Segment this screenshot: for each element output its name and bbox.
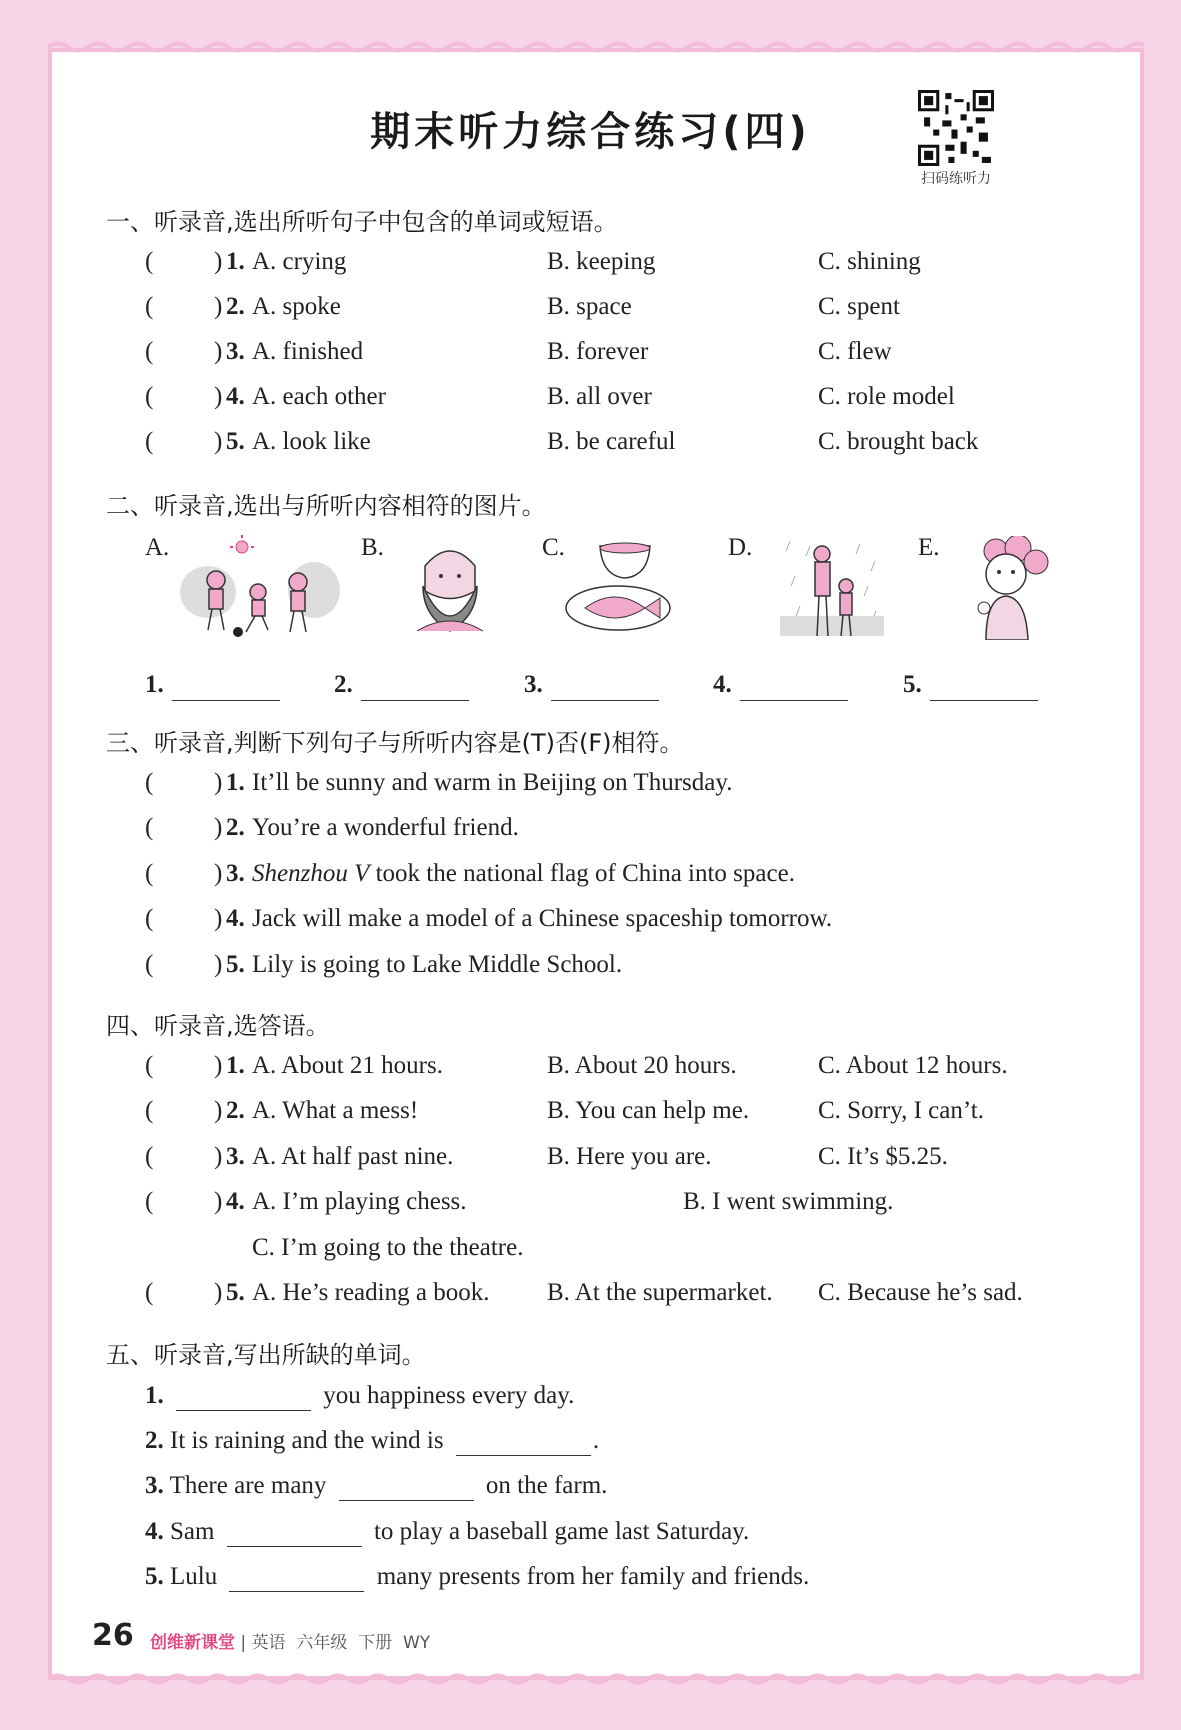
kids-playing-football-picture <box>176 532 341 640</box>
item-number: 5. <box>226 428 245 455</box>
sentence-before: Sam <box>170 1518 215 1545</box>
statement-text: Lily is going to Lake Middle School. <box>252 951 623 978</box>
fill-blank-sentence <box>145 1472 607 1501</box>
footer-info <box>150 1628 430 1653</box>
option-a: A. I’m playing chess. <box>252 1188 467 1215</box>
section-5-heading: 五、听录音,写出所缺的单词。 <box>106 1341 426 1369</box>
answer-paren-open: ( <box>145 248 154 275</box>
statement-text: It’ll be sunny and warm in Beijing on Thursday. <box>252 769 733 796</box>
answer-paren-open: ( <box>145 1097 154 1124</box>
picture-label-e: E. <box>918 534 940 561</box>
top-wave-border <box>48 40 1144 54</box>
answer-paren-open: ( <box>145 1188 154 1215</box>
answer-paren-open: ( <box>145 905 154 932</box>
bottom-wave-border <box>48 1672 1144 1686</box>
answer-paren-close: ) <box>214 814 223 841</box>
answer-paren-close: ) <box>214 860 223 887</box>
item-number: 3. <box>226 338 245 365</box>
answer-paren-close: ) <box>214 1279 223 1306</box>
option-c: C. Sorry, I can’t. <box>818 1097 984 1124</box>
item-number: 1. <box>226 248 245 275</box>
girl-with-curly-hair-picture <box>966 536 1051 640</box>
answer-paren-close: ) <box>214 428 223 455</box>
answer-paren-open: ( <box>145 951 154 978</box>
answer-blank-4[interactable] <box>740 678 848 701</box>
sentence-before: It is raining and the wind is <box>170 1427 444 1454</box>
option-a: A. At half past nine. <box>252 1143 454 1170</box>
answer-paren-close: ) <box>214 905 223 932</box>
rainy-day-picture <box>780 536 884 641</box>
fill-blank-2[interactable] <box>456 1427 591 1456</box>
item-number: 5. <box>226 1279 245 1306</box>
answer-paren-open: ( <box>145 428 154 455</box>
answer-paren-open: ( <box>145 814 154 841</box>
answer-paren-close: ) <box>214 1188 223 1215</box>
answer-paren-close: ) <box>214 769 223 796</box>
answer-number: 4. <box>713 671 732 698</box>
item-number: 2. <box>226 293 245 320</box>
picture-label-d: D. <box>728 534 753 561</box>
page-title: 期末听力综合练习(四) <box>370 109 811 155</box>
answer-blank-2[interactable] <box>361 678 469 701</box>
noodles-and-fish-picture <box>560 536 675 636</box>
option-b: B. all over <box>547 383 652 410</box>
item-number: 2. <box>226 814 245 841</box>
option-a: A. finished <box>252 338 364 365</box>
fill-blank-3[interactable] <box>339 1472 474 1501</box>
answer-paren-open: ( <box>145 860 154 887</box>
picture-label-c: C. <box>542 534 565 561</box>
option-c: C. brought back <box>818 428 979 455</box>
answer-blank-5[interactable] <box>930 678 1038 701</box>
answer-number: 1. <box>145 671 164 698</box>
answer-paren-open: ( <box>145 293 154 320</box>
statement-text: You’re a wonderful friend. <box>252 814 519 841</box>
fill-blank-4[interactable] <box>227 1518 362 1547</box>
answer-paren-open: ( <box>145 769 154 796</box>
statement-rest: took the national flag of China into space. <box>369 860 795 887</box>
option-a: A. spoke <box>252 293 341 320</box>
option-b: B. At the supermarket. <box>547 1279 773 1306</box>
section-3-heading: 三、听录音,判断下列句子与所听内容是(T)否(F)相符。 <box>106 729 684 757</box>
item-number: 2. <box>226 1097 245 1124</box>
item-number: 1. <box>226 1052 245 1079</box>
answer-paren-close: ) <box>214 383 223 410</box>
section-1-heading: 一、听录音,选出所听句子中包含的单词或短语。 <box>106 208 618 236</box>
item-number: 3. <box>226 860 245 887</box>
sentence-after: many presents from her family and friends. <box>376 1563 810 1590</box>
item-number: 4. <box>226 383 245 410</box>
qr-caption: 扫码练听力 <box>921 171 991 187</box>
item-number: 5. <box>145 1563 164 1590</box>
option-a: A. He’s reading a book. <box>252 1279 490 1306</box>
option-b: B. You can help me. <box>547 1097 750 1124</box>
sentence-before: Lulu <box>170 1563 218 1590</box>
item-number: 2. <box>145 1427 164 1454</box>
answer-paren-close: ) <box>214 1052 223 1079</box>
option-c: C. About 12 hours. <box>818 1052 1008 1079</box>
answer-paren-close: ) <box>214 1097 223 1124</box>
option-b: B. About 20 hours. <box>547 1052 737 1079</box>
answer-paren-open: ( <box>145 1279 154 1306</box>
option-b: B. be careful <box>547 428 676 455</box>
option-a: A. About 21 hours. <box>252 1052 443 1079</box>
option-c: C. flew <box>818 338 892 365</box>
answer-blank-3[interactable] <box>551 678 659 701</box>
item-number: 3. <box>226 1143 245 1170</box>
answer-paren-open: ( <box>145 383 154 410</box>
item-number: 4. <box>145 1518 164 1545</box>
answer-paren-close: ) <box>214 1143 223 1170</box>
option-b: B. space <box>547 293 632 320</box>
section-2-heading: 二、听录音,选出与所听内容相符的图片。 <box>106 492 546 520</box>
sentence-after: to play a baseball game last Saturday. <box>373 1518 750 1545</box>
old-man-portrait-picture <box>405 536 495 636</box>
answer-number: 5. <box>903 671 922 698</box>
option-c: C. I’m going to the theatre. <box>252 1234 524 1261</box>
picture-label-b: B. <box>361 534 384 561</box>
footer-book-info: 英语 六年级 下册 WY <box>251 1633 431 1653</box>
section-4-heading: 四、听录音,选答语。 <box>106 1012 330 1040</box>
statement-text: Jack will make a model of a Chinese spaceship tomorrow. <box>252 905 833 932</box>
item-number: 1. <box>145 1382 164 1409</box>
answer-number: 2. <box>334 671 353 698</box>
option-a: A. What a mess! <box>252 1097 419 1124</box>
answer-paren-open: ( <box>145 338 154 365</box>
option-b: B. keeping <box>547 248 656 275</box>
item-number: 5. <box>226 951 245 978</box>
option-b: B. forever <box>547 338 649 365</box>
answer-number: 3. <box>524 671 543 698</box>
fill-blank-sentence <box>145 1427 599 1456</box>
option-a: A. each other <box>252 383 386 410</box>
footer-brand: 创维新课堂 <box>150 1633 235 1653</box>
fill-blank-sentence <box>145 1518 749 1547</box>
option-c: C. Because he’s sad. <box>818 1279 1023 1306</box>
answer-paren-close: ) <box>214 951 223 978</box>
fill-blank-sentence <box>145 1563 809 1592</box>
fill-blank-sentence <box>145 1382 574 1411</box>
fill-blank-1[interactable] <box>176 1382 311 1411</box>
item-number: 3. <box>145 1472 164 1499</box>
page-number: 26 <box>92 1618 134 1653</box>
answer-paren-close: ) <box>214 248 223 275</box>
footer-separator: | <box>240 1633 247 1653</box>
spaceship-name: Shenzhou V <box>252 860 370 887</box>
sentence-after: you happiness every day. <box>323 1382 575 1409</box>
sentence-after: on the farm. <box>485 1472 608 1499</box>
answer-blank-1[interactable] <box>172 678 280 701</box>
item-number: 1. <box>226 769 245 796</box>
option-a: A. look like <box>252 428 371 455</box>
sentence-before: There are many <box>169 1472 327 1499</box>
item-number: 4. <box>226 1188 245 1215</box>
answer-paren-close: ) <box>214 338 223 365</box>
picture-label-a: A. <box>145 534 170 561</box>
item-number: 4. <box>226 905 245 932</box>
option-c: C. shining <box>818 248 921 275</box>
option-b: B. I went swimming. <box>683 1188 894 1215</box>
option-c: C. It’s $5.25. <box>818 1143 948 1170</box>
statement-text <box>252 860 795 888</box>
option-c: C. spent <box>818 293 900 320</box>
option-a: A. crying <box>252 248 347 275</box>
answer-paren-open: ( <box>145 1143 154 1170</box>
fill-blank-5[interactable] <box>229 1563 364 1592</box>
qr-code-icon[interactable] <box>918 90 994 166</box>
answer-paren-close: ) <box>214 293 223 320</box>
option-c: C. role model <box>818 383 955 410</box>
option-b: B. Here you are. <box>547 1143 712 1170</box>
sentence-after: . <box>592 1427 600 1454</box>
answer-paren-open: ( <box>145 1052 154 1079</box>
